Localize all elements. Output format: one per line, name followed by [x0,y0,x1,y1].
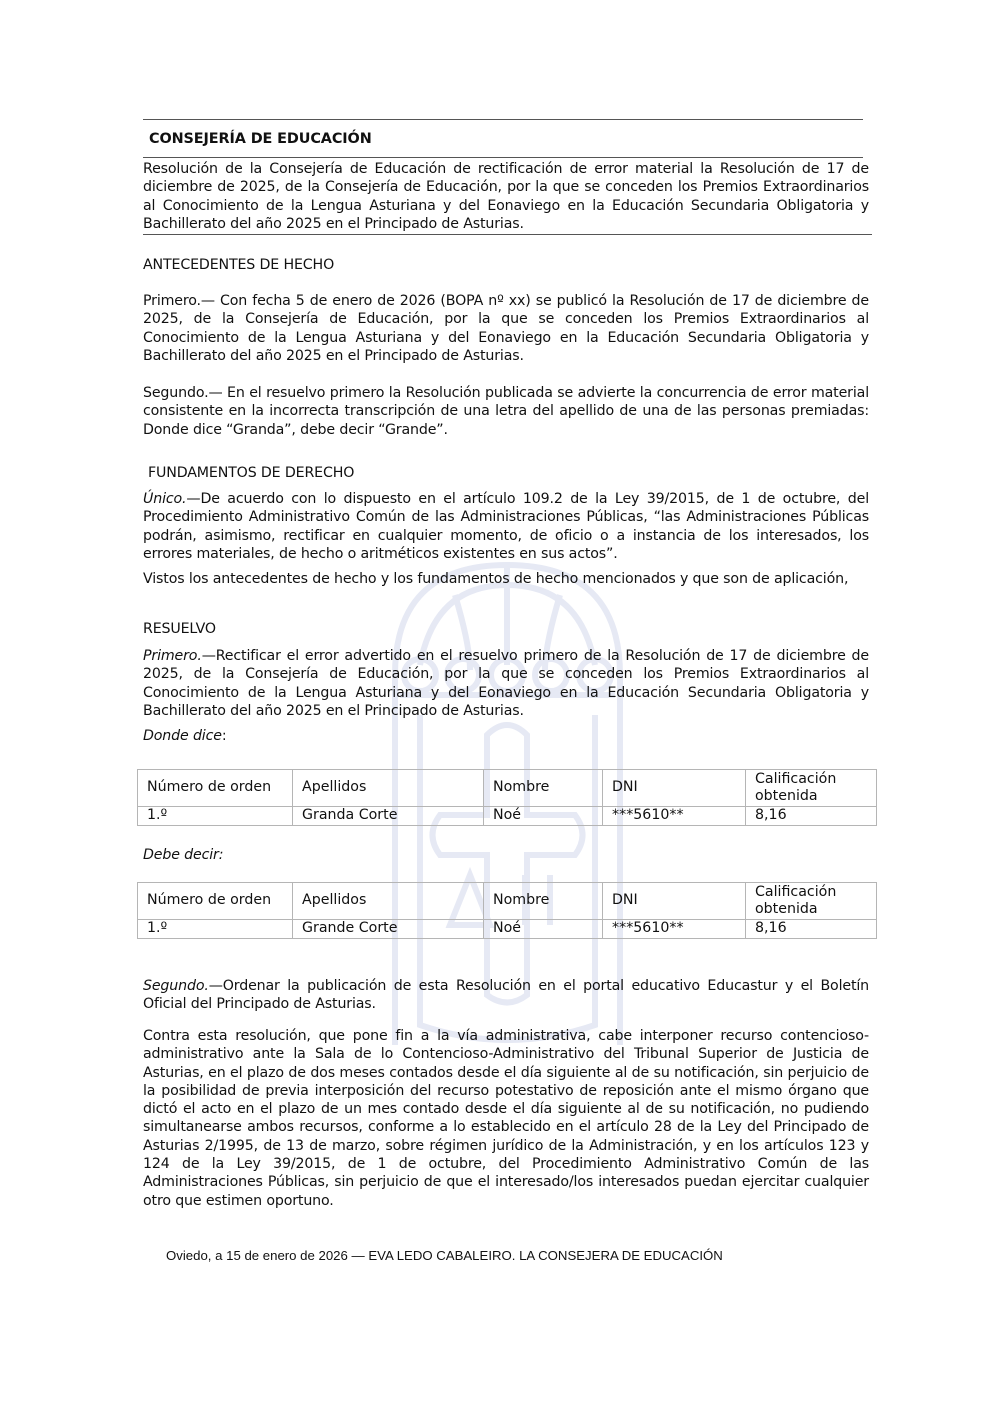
table-row [138,807,877,826]
resuelvo-primero [143,647,869,720]
table-header-row [138,883,877,920]
cell-nombre: Noé [484,807,603,826]
cell-calificacion: 8,16 [746,920,877,939]
donde-dice-text: Donde dice [143,728,222,744]
donde-dice-table [137,769,877,826]
unico-text: —De acuerdo con lo dispuesto en el artículo 109.2 de la Ley 39/2015, de 1 de octubre, del Procedimiento Administrativo Común de las Administraciones Públicas, “las Administraciones Públicas podrán, asimismo, rectificar en cualquier momento, de oficio o a instancia de los interesados, los errores materiales, de hecho o aritméticos existentes en sus actos”. [143,491,869,562]
resuelvo-primero-text: —Rectificar el error advertido en el resuelvo primero de la Resolución de 17 de diciembre de 2025, de la Consejería de Educación, por la que se conceden los Premios Extraordinarios al Conocimiento de la Lengua Asturiana y del Eonaviego en la Educación Secundaria Obligatoria y Bachillerato del año 2025 en el Principado de Asturias. [143,648,869,719]
donde-dice-colon: : [221,728,227,744]
cell-calificacion: 8,16 [746,807,877,826]
vistos-paragraph: Vistos los antecedentes de hecho y los fundamentos de hecho mencionados y que son de aplicación, [143,571,849,587]
signature-footer: Oviedo, a 15 de enero de 2026 — EVA LEDO CABALEIRO. LA CONSEJERA DE EDUCACIÓN [166,1248,723,1263]
resuelvo-segundo-label: Segundo. [143,978,209,994]
col-nombre: Nombre [484,883,603,920]
antecedentes-segundo: Segundo.— En el resuelvo primero la Resolución publicada se advierte la concurrencia de error material consistente en la incorrecta transcripción de una letra del apellido de una de las personas premiadas: Donde dice “Granda”, debe decir “Grande”. [143,385,869,438]
col-apellidos: Apellidos [293,770,484,807]
table-row [138,920,877,939]
col-numero-orden: Número de orden [138,883,293,920]
col-dni: DNI [603,883,746,920]
cell-dni: ***5610** [603,920,746,939]
cell-apellidos: Granda Corte [293,807,484,826]
debe-decir-table [137,882,877,939]
table-header-row [138,770,877,807]
cell-nombre: Noé [484,920,603,939]
debe-decir-label: Debe decir: [143,847,224,863]
cell-apellidos: Grande Corte [293,920,484,939]
resuelvo-heading: RESUELVO [143,621,216,637]
antecedentes-primero: Primero.— Con fecha 5 de enero de 2026 (BOPA nº xx) se publicó la Resolución de 17 de diciembre de 2025, de la Consejería de Educación, por la que se conceden los Premios Extraordinarios al Conocimiento de la Lengua Asturiana y del Eonaviego en la Educación Secundaria Obligatoria y Bachillerato del año 2025 en el Principado de Asturias. [143,293,869,364]
title-bottom-rule [143,234,872,235]
department-heading: CONSEJERÍA DE EDUCACIÓN [149,131,372,147]
recurso-paragraph: Contra esta resolución, que pone fin a la vía administrativa, cabe interponer recurso contencioso-administrativo ante la Sala de lo Contencioso-Administrativo del Tribunal Superior de Justicia de Asturias, en el plazo de dos meses contados desde el día siguiente al de su notificación, sin perjuicio de la posibilidad de previa interposición del recurso potestativo de reposición ante el mismo órgano que dictó el acto en el plazo de un mes contado desde el día siguiente al de su notificación, no pudiendo simultanearse ambos recursos, conforme a lo establecido en el artículo 28 de la Ley del Principado de Asturias 2/1995, de 13 de marzo, sobre régimen jurídico de la Administración, y en los artículos 123 y 124 de la Ley 39/2015, de 1 de octubre, del Procedimiento Administrativo Común de las Administraciones Públicas, sin perjuicio de que el interesado/los interesados puedan ejercitar cualquier otro que estimen oportuno. [143,1028,869,1209]
cell-dni: ***5610** [603,807,746,826]
resuelvo-primero-label: Primero. [143,648,202,664]
resolution-title: Resolución de la Consejería de Educación de rectificación de error material la Resolución de 17 de diciembre de 2025, de la Consejería de Educación, por la que se conceden los Premios Extraordinarios al Conocimiento de la Lengua Asturiana y del Eonaviego en la Educación Secundaria Obligatoria y Bachillerato del año 2025 en el Principado de Asturias. [143,161,869,232]
col-dni: DNI [603,770,746,807]
col-calificacion: Calificación obtenida [746,770,877,807]
top-rule [143,119,863,120]
unico-label: Único. [143,491,187,507]
antecedentes-heading: ANTECEDENTES DE HECHO [143,257,335,273]
col-numero-orden: Número de orden [138,770,293,807]
col-calificacion: Calificación obtenida [746,883,877,920]
title-top-rule [143,157,863,158]
cell-orden: 1.º [138,807,293,826]
resuelvo-segundo-text: —Ordenar la publicación de esta Resolución en el portal educativo Educastur y el Boletín Oficial del Principado de Asturias. [143,978,869,1013]
fundamentos-heading: FUNDAMENTOS DE DERECHO [148,465,355,481]
col-apellidos: Apellidos [293,883,484,920]
resuelvo-segundo [143,977,869,1014]
fundamentos-unico [143,490,869,563]
cell-orden: 1.º [138,920,293,939]
col-nombre: Nombre [484,770,603,807]
donde-dice-label [143,727,869,745]
